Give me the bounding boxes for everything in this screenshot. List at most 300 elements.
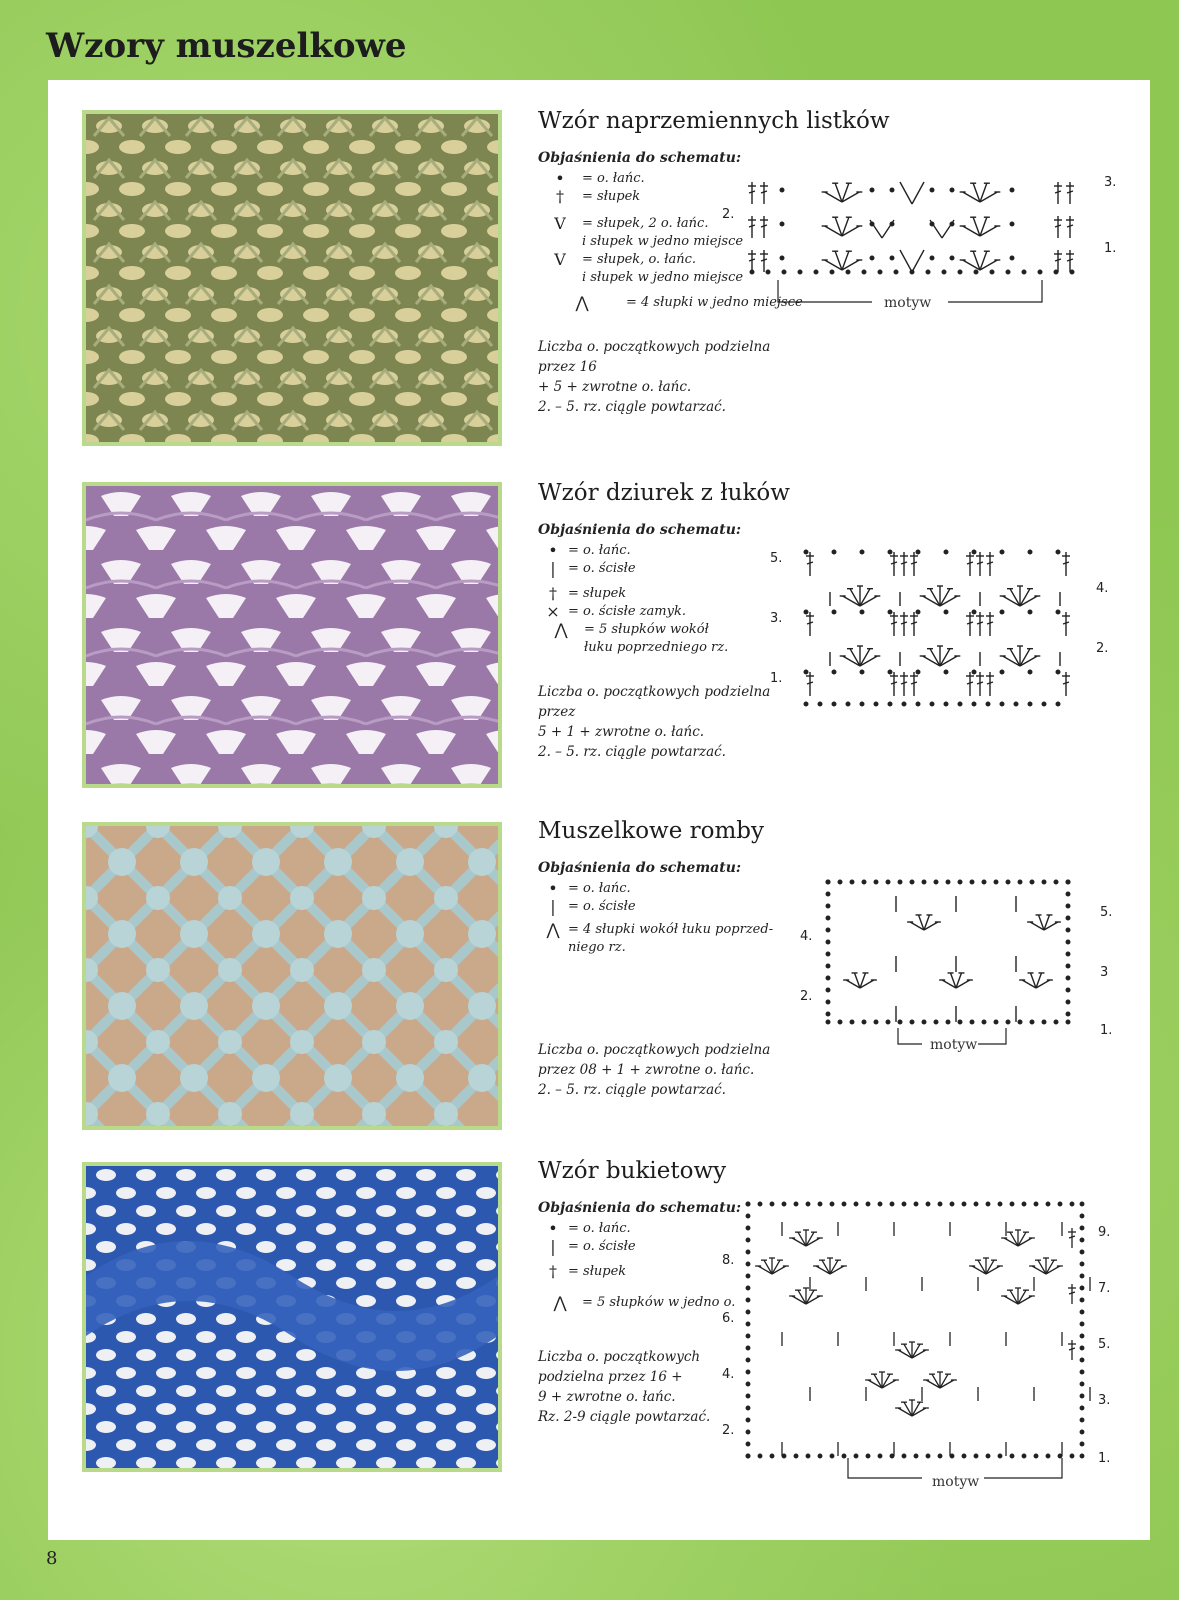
chain-dot-mark: [870, 256, 874, 260]
dc-slash-mark: [1063, 622, 1069, 624]
chain-dot-mark: [866, 1202, 870, 1206]
chain-dot-mark: [862, 270, 866, 274]
chain-dot-mark: [878, 270, 882, 274]
chain-dot-mark: [846, 702, 850, 706]
chain-dot-mark: [1034, 1454, 1038, 1458]
chain-dot-mark: [1028, 550, 1032, 554]
chain-dot-mark: [804, 550, 808, 554]
chain-dot-mark: [846, 270, 850, 274]
four-dc-fan-icon: ⋀: [546, 920, 560, 939]
chain-dot-mark: [944, 610, 948, 614]
chain-dot-mark: [746, 1370, 750, 1374]
chain-dot-mark: [938, 1202, 942, 1206]
chain-dot-mark: [1056, 670, 1060, 674]
chain-dot-mark: [1042, 1020, 1046, 1024]
chain-dot-mark: [902, 702, 906, 706]
dc-slash-mark: [1055, 259, 1061, 261]
svg-text:2.: 2.: [800, 989, 813, 1004]
chain-dot-mark: [1080, 1274, 1084, 1278]
svg-text:4.: 4.: [800, 929, 813, 944]
chain-dot-mark: [826, 1012, 830, 1016]
chain-dot-mark: [1058, 1202, 1062, 1206]
chain-dot-mark: [1080, 1346, 1084, 1350]
chain-dot-mark: [1000, 610, 1004, 614]
chain-dot-mark: [910, 1020, 914, 1024]
chain-dot-mark: [950, 188, 954, 192]
chain-dot-mark: [970, 880, 974, 884]
chain-dot-mark: [818, 1202, 822, 1206]
chain-dot-mark: [930, 222, 934, 226]
chain-dot-mark: [746, 1226, 750, 1230]
svg-text:6.: 6.: [722, 1311, 735, 1326]
chain-dot-mark: [874, 880, 878, 884]
chain-dot-mark: [950, 1454, 954, 1458]
chain-dot-mark: [1080, 1250, 1084, 1254]
chain-dot-mark: [1066, 988, 1070, 992]
svg-text:2.: 2.: [722, 207, 735, 222]
chain-dot-mark: [838, 880, 842, 884]
legend-item: † = słupek: [538, 188, 1118, 205]
chain-dot-mark: [746, 1214, 750, 1218]
chain-dot-mark: [1066, 892, 1070, 896]
chain-dot-mark: [878, 1454, 882, 1458]
dc-slash-mark: [1055, 191, 1061, 193]
svg-text:5.: 5.: [1100, 905, 1113, 920]
section-title: Wzór bukietowy: [538, 1158, 727, 1184]
legend-item: ⋀ = 5 słupków wokół: [538, 621, 1118, 638]
four-dc-fan-icon: ⋀: [575, 293, 589, 312]
svg-text:2.: 2.: [722, 1423, 735, 1438]
chain-dot-mark: [916, 670, 920, 674]
stitch-chart-bouquet: [722, 1196, 1122, 1516]
chain-dot-mark: [746, 1358, 750, 1362]
chain-dot-mark: [780, 222, 784, 226]
chain-dot-mark: [826, 988, 830, 992]
chain-dot-mark: [972, 670, 976, 674]
chain-dot-mark: [926, 270, 930, 274]
chain-dot-mark: [922, 880, 926, 884]
dc-slash-mark: [1067, 191, 1073, 193]
chain-dot-mark: [746, 1202, 750, 1206]
chain-dot-mark: [944, 550, 948, 554]
slip-stitch-icon: ×: [546, 602, 560, 621]
dc-slash-mark: [761, 259, 767, 261]
chain-dot-mark: [972, 610, 976, 614]
chain-dot-mark: [878, 1202, 882, 1206]
chain-dot-mark: [942, 270, 946, 274]
dc-slash-mark: [901, 622, 907, 624]
dc-slash-mark: [987, 682, 993, 684]
chain-dot-mark: [746, 1346, 750, 1350]
chain-dot-mark: [806, 1202, 810, 1206]
dc-slash-mark: [891, 562, 897, 564]
chain-dot-mark: [888, 550, 892, 554]
dc-slash-mark: [987, 622, 993, 624]
chain-dot-mark: [1080, 1238, 1084, 1242]
dc-slash-mark: [911, 682, 917, 684]
svg-text:1.: 1.: [770, 671, 783, 686]
v-stitch-mark: [912, 182, 924, 204]
v-stitch-1ch-icon: V: [554, 250, 566, 269]
chain-dot-mark: [1066, 928, 1070, 932]
chain-dot-mark: [838, 1020, 842, 1024]
chain-dot-mark: [1006, 1020, 1010, 1024]
chain-dot-mark: [780, 256, 784, 260]
chain-dot-mark: [916, 550, 920, 554]
legend-item: łuku poprzedniego rz.: [584, 640, 729, 655]
dot-icon: •: [548, 1219, 558, 1238]
chain-dot-mark: [1056, 702, 1060, 706]
svg-text:3.: 3.: [1098, 1393, 1111, 1408]
chain-dot-mark: [794, 1454, 798, 1458]
dc-slash-mark: [1055, 225, 1061, 227]
svg-text:4.: 4.: [722, 1367, 735, 1382]
chain-dot-mark: [746, 1430, 750, 1434]
chain-dot-mark: [962, 1202, 966, 1206]
svg-text:9.: 9.: [1098, 1225, 1111, 1240]
chain-dot-mark: [890, 256, 894, 260]
chain-dot-mark: [770, 1454, 774, 1458]
chain-dot-mark: [1066, 976, 1070, 980]
page-number: 8: [46, 1548, 58, 1569]
chain-dot-mark: [1022, 270, 1026, 274]
chain-dot-mark: [1010, 1454, 1014, 1458]
dc-slash-mark: [807, 682, 813, 684]
chain-dot-mark: [1000, 702, 1004, 706]
chain-dot-mark: [1066, 1020, 1070, 1024]
chain-dot-mark: [1006, 270, 1010, 274]
chain-dot-mark: [1038, 270, 1042, 274]
chain-dot-mark: [1080, 1394, 1084, 1398]
dc-slash-mark: [749, 191, 755, 193]
chain-dot-mark: [1000, 550, 1004, 554]
chain-dot-mark: [826, 976, 830, 980]
chain-dot-mark: [862, 880, 866, 884]
chain-dot-mark: [1080, 1358, 1084, 1362]
legend-item: i słupek w jedno miejsce: [582, 270, 744, 285]
legend-item: • = o. łańc.: [538, 170, 1118, 187]
chain-dot-mark: [1066, 940, 1070, 944]
chain-dot-mark: [894, 270, 898, 274]
chain-dot-mark: [898, 880, 902, 884]
chain-dot-mark: [950, 1202, 954, 1206]
chain-dot-mark: [982, 1020, 986, 1024]
chain-dot-mark: [926, 1454, 930, 1458]
chain-dot-mark: [746, 1286, 750, 1290]
swatch-photo-alternating-leaves: [82, 110, 502, 446]
chain-dot-mark: [746, 1442, 750, 1446]
stitch-chart-alternating-leaves: [712, 160, 1122, 310]
chain-dot-mark: [746, 1274, 750, 1278]
legend-item: † = słupek: [538, 1263, 1118, 1280]
legend-item: | = o. ścisłe: [538, 1238, 1118, 1255]
chain-dot-mark: [1022, 1202, 1026, 1206]
chain-dot-mark: [850, 880, 854, 884]
chain-dot-mark: [842, 1454, 846, 1458]
svg-text:3.: 3.: [770, 611, 783, 626]
chain-dot-mark: [746, 1262, 750, 1266]
svg-text:1.: 1.: [1104, 241, 1117, 256]
legend-item: × = o. ścisłe zamyk.: [538, 603, 1118, 620]
dc-slash-mark: [891, 682, 897, 684]
chain-dot-mark: [934, 880, 938, 884]
chain-dot-mark: [934, 1020, 938, 1024]
chain-dot-mark: [866, 1454, 870, 1458]
chain-dot-mark: [1028, 702, 1032, 706]
chain-dot-mark: [1080, 1202, 1084, 1206]
legend-title: Objaśnienia do schematu:: [538, 1200, 742, 1216]
chain-dot-mark: [1018, 880, 1022, 884]
chain-dot-mark: [1080, 1262, 1084, 1266]
chain-dot-mark: [746, 1334, 750, 1338]
svg-text:5.: 5.: [770, 551, 783, 566]
legend-item: | = o. ścisłe: [538, 560, 1118, 577]
chain-dot-mark: [794, 1202, 798, 1206]
legend-item: ⋀ = 4 słupki w jedno miejsce: [538, 294, 1118, 311]
pattern-note: Liczba o. początkowych podzielna przez 08 + 1 + zwrotne o. łańc. 2. – 5. rz. ciągle powtarzać.: [538, 1042, 771, 1098]
chain-dot-mark: [972, 550, 976, 554]
single-crochet-icon: |: [550, 559, 556, 578]
chain-dot-mark: [860, 670, 864, 674]
dc-slash-mark: [807, 622, 813, 624]
pattern-note: Liczba o. początkowych podzielna przez 5 + 1 + zwrotne o. łańc. 2. – 5. rz. ciągle powtarzać.: [538, 684, 771, 760]
svg-text:motyw: motyw: [930, 1037, 978, 1053]
chain-dot-mark: [1054, 270, 1058, 274]
chain-dot-mark: [746, 1322, 750, 1326]
chain-dot-mark: [826, 892, 830, 896]
chain-dot-mark: [1028, 610, 1032, 614]
chain-dot-mark: [1046, 1202, 1050, 1206]
chain-dot-mark: [818, 702, 822, 706]
legend-item: • = o. łańc.: [538, 880, 1118, 897]
chain-dot-mark: [886, 880, 890, 884]
chain-dot-mark: [946, 880, 950, 884]
chain-dot-mark: [1056, 610, 1060, 614]
chain-dot-mark: [1058, 1454, 1062, 1458]
chain-dot-mark: [746, 1394, 750, 1398]
chain-dot-mark: [1066, 916, 1070, 920]
chain-dot-mark: [830, 270, 834, 274]
chain-dot-mark: [982, 880, 986, 884]
chain-dot-mark: [1080, 1430, 1084, 1434]
chain-dot-mark: [914, 1202, 918, 1206]
chain-dot-mark: [870, 188, 874, 192]
chain-dot-mark: [998, 1454, 1002, 1458]
chain-dot-mark: [862, 1020, 866, 1024]
dc-slash-mark: [749, 225, 755, 227]
pattern-note: Liczba o. początkowych podzielna przez 16 + 5 + zwrotne o. łańc. 2. – 5. rz. ciągle powtarzać.: [538, 339, 771, 415]
chain-dot-mark: [1010, 188, 1014, 192]
dc-slash-mark: [901, 682, 907, 684]
chain-dot-mark: [1066, 880, 1070, 884]
dc-slash-mark: [1063, 562, 1069, 564]
chain-dot-mark: [826, 952, 830, 956]
pattern-note: Liczba o. początkowych podzielna przez 16 + 9 + zwrotne o. łańc. Rz. 2-9 ciągle powtarzać.: [538, 1349, 711, 1425]
chain-dot-mark: [902, 1454, 906, 1458]
chain-dot-mark: [854, 1202, 858, 1206]
chain-dot-mark: [746, 1382, 750, 1386]
dc-slash-mark: [1067, 259, 1073, 261]
chain-dot-mark: [1080, 1382, 1084, 1386]
legend-item: ⋀ = 4 słupki wokół łuku poprzed-: [538, 921, 1118, 938]
v-stitch-mark: [900, 182, 912, 204]
dc-slash-mark: [967, 682, 973, 684]
chain-dot-mark: [746, 1250, 750, 1254]
chain-dot-mark: [826, 940, 830, 944]
chain-dot-mark: [832, 702, 836, 706]
dc-slash-mark: [977, 562, 983, 564]
chain-dot-mark: [806, 1454, 810, 1458]
chain-dot-mark: [766, 270, 770, 274]
legend-title: Objaśnienia do schematu:: [538, 522, 742, 538]
chain-dot-mark: [1054, 1020, 1058, 1024]
double-crochet-icon: †: [556, 187, 564, 206]
double-crochet-icon: †: [549, 1262, 557, 1281]
chain-dot-mark: [1030, 880, 1034, 884]
chain-dot-mark: [782, 270, 786, 274]
chain-dot-mark: [946, 1020, 950, 1024]
chain-dot-mark: [782, 1454, 786, 1458]
chain-dot-mark: [922, 1020, 926, 1024]
chain-dot-mark: [970, 1020, 974, 1024]
section-title: Wzór naprzemiennych listków: [538, 108, 890, 134]
svg-text:1.: 1.: [1100, 1023, 1113, 1038]
chain-dot-mark: [1066, 1000, 1070, 1004]
chain-dot-mark: [1030, 1020, 1034, 1024]
dc-slash-mark: [891, 622, 897, 624]
chain-dot-mark: [1066, 964, 1070, 968]
chain-dot-mark: [758, 1202, 762, 1206]
section-title: Wzór dziurek z łuków: [538, 480, 790, 506]
chain-dot-mark: [860, 610, 864, 614]
legend-item: † = słupek: [538, 585, 1118, 602]
stitch-chart-arch-holes: [770, 536, 1120, 716]
chain-dot-mark: [944, 702, 948, 706]
chain-dot-mark: [974, 1454, 978, 1458]
chain-dot-mark: [890, 188, 894, 192]
chain-dot-mark: [826, 904, 830, 908]
chain-dot-mark: [916, 610, 920, 614]
chain-dot-mark: [826, 964, 830, 968]
chain-dot-mark: [746, 1454, 750, 1458]
chain-dot-mark: [782, 1202, 786, 1206]
chain-dot-mark: [830, 1454, 834, 1458]
chain-dot-mark: [1066, 904, 1070, 908]
chain-dot-mark: [830, 1202, 834, 1206]
swatch-photo-arch-holes: [82, 482, 502, 788]
chain-dot-mark: [994, 1020, 998, 1024]
chain-dot-mark: [1010, 1202, 1014, 1206]
dot-icon: •: [548, 541, 558, 560]
dc-slash-mark: [749, 259, 755, 261]
svg-text:5.: 5.: [1098, 1337, 1111, 1352]
chain-dot-mark: [898, 1020, 902, 1024]
chain-dot-mark: [958, 1020, 962, 1024]
page-title: Wzory muszelkowe: [46, 26, 407, 66]
chain-dot-mark: [826, 1000, 830, 1004]
chain-dot-mark: [1080, 1454, 1084, 1458]
chain-dot-mark: [1066, 952, 1070, 956]
svg-text:motyw: motyw: [884, 295, 932, 310]
legend-item: • = o. łańc.: [538, 1220, 1118, 1237]
chain-dot-mark: [974, 270, 978, 274]
single-crochet-icon: |: [550, 897, 556, 916]
chain-dot-mark: [1080, 1334, 1084, 1338]
v-stitch-mark: [900, 250, 912, 272]
dc-slash-mark: [911, 622, 917, 624]
dc-slash-mark: [761, 191, 767, 193]
chain-dot-mark: [1070, 1454, 1074, 1458]
chain-dot-mark: [890, 1202, 894, 1206]
chain-dot-mark: [926, 1202, 930, 1206]
chain-dot-mark: [890, 222, 894, 226]
chain-dot-mark: [826, 1020, 830, 1024]
chain-dot-mark: [1080, 1286, 1084, 1290]
chain-dot-mark: [1006, 880, 1010, 884]
svg-text:8.: 8.: [722, 1253, 735, 1268]
chain-dot-mark: [938, 1454, 942, 1458]
chain-dot-mark: [798, 270, 802, 274]
chain-dot-mark: [746, 1406, 750, 1410]
chain-dot-mark: [950, 222, 954, 226]
chain-dot-mark: [1042, 702, 1046, 706]
dc-slash-mark: [1067, 225, 1073, 227]
chain-dot-mark: [746, 1238, 750, 1242]
svg-text:motyw: motyw: [932, 1474, 980, 1490]
chain-dot-mark: [930, 188, 934, 192]
legend-item: ⋀ = 5 słupków w jedno o.: [538, 1294, 1118, 1311]
swatch-photo-shell-diamonds: [82, 822, 502, 1130]
chain-dot-mark: [1018, 1020, 1022, 1024]
chain-dot-mark: [994, 880, 998, 884]
chain-dot-mark: [1080, 1442, 1084, 1446]
swatch-photo-bouquet: [82, 1162, 502, 1472]
chain-dot-mark: [818, 1454, 822, 1458]
chain-dot-mark: [1056, 550, 1060, 554]
dc-slash-mark: [761, 225, 767, 227]
dc-slash-mark: [901, 562, 907, 564]
chain-dot-mark: [902, 1202, 906, 1206]
chain-dot-mark: [746, 1298, 750, 1302]
legend-title: Objaśnienia do schematu:: [538, 860, 742, 876]
chain-dot-mark: [958, 880, 962, 884]
legend-item: niego rz.: [568, 940, 626, 955]
legend-item: | = o. ścisłe: [538, 898, 1118, 915]
chain-dot-mark: [1010, 256, 1014, 260]
dc-slash-mark: [1063, 682, 1069, 684]
dc-slash-mark: [807, 562, 813, 564]
chain-dot-mark: [814, 270, 818, 274]
svg-text:2.: 2.: [1096, 641, 1109, 656]
chain-dot-mark: [1080, 1298, 1084, 1302]
chain-dot-mark: [1010, 222, 1014, 226]
dot-icon: •: [555, 169, 565, 188]
chain-dot-mark: [986, 1202, 990, 1206]
chain-dot-mark: [746, 1418, 750, 1422]
chain-dot-mark: [770, 1202, 774, 1206]
chain-dot-mark: [1022, 1454, 1026, 1458]
chain-dot-mark: [826, 928, 830, 932]
dc-slash-mark: [967, 622, 973, 624]
single-crochet-icon: |: [550, 1237, 556, 1256]
chain-dot-mark: [832, 610, 836, 614]
dc-slash-mark: [987, 562, 993, 564]
dc-slash-mark: [967, 562, 973, 564]
stitch-chart-shell-diamonds: [800, 872, 1130, 1072]
chain-dot-mark: [998, 1202, 1002, 1206]
chain-dot-mark: [1014, 702, 1018, 706]
section-title: Muszelkowe romby: [538, 818, 765, 844]
